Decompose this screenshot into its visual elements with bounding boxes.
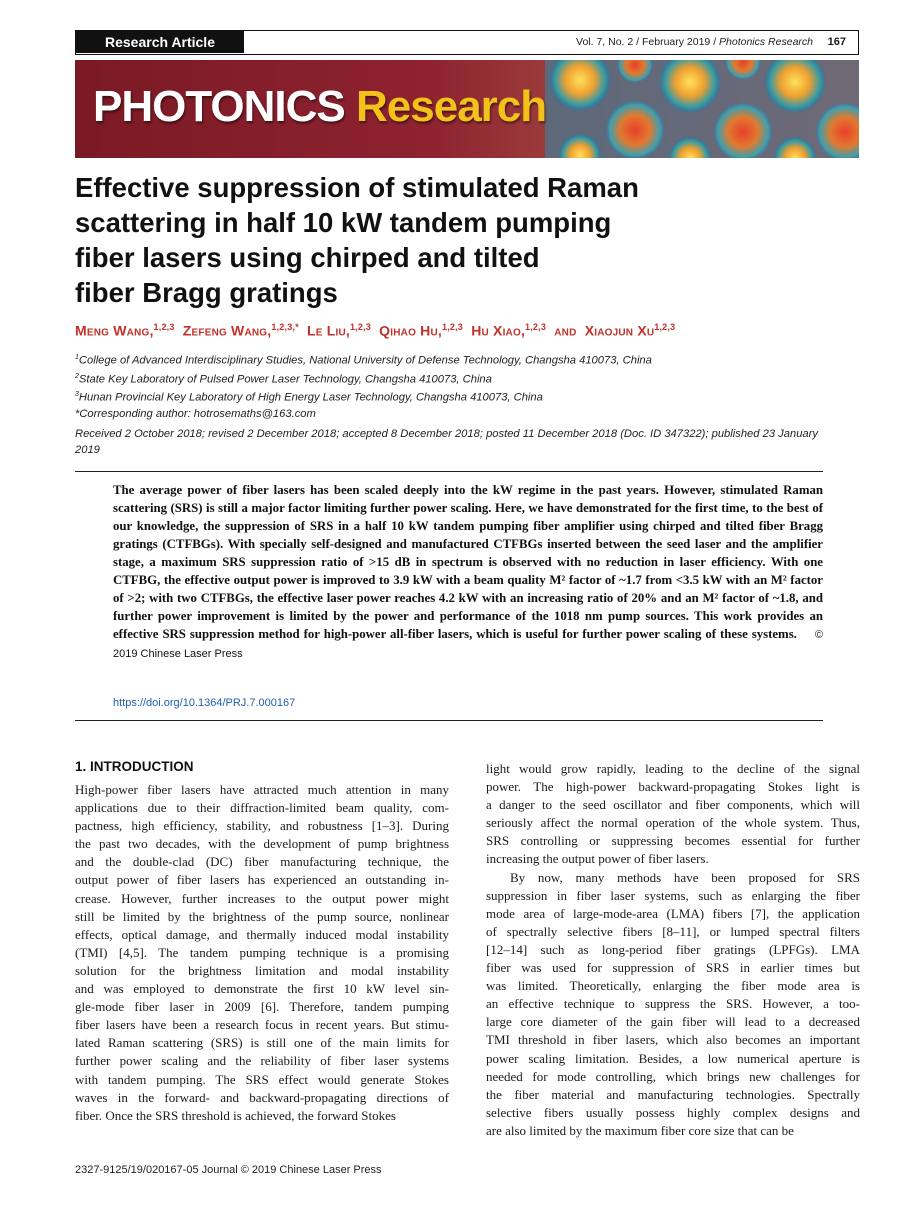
text-line: seriously affect the normal operation of the whole system. Thus,	[486, 815, 860, 831]
text-line: power scaling limitation. Besides, a low numerical aperture is	[486, 1050, 860, 1066]
text-line: further power scaling and the reliability of fiber laser systems	[75, 1053, 449, 1069]
journal-banner	[75, 60, 859, 158]
text-line: of spectrally selective fibers [8–11], or lumped spectral filters	[486, 923, 860, 939]
affiliation-text: College of Advanced Interdisciplinary Studies, National University of Defense Technology, Changsha 410073, China	[78, 354, 652, 367]
text-line: High-power fiber lasers have attracted much attention in many	[75, 782, 449, 797]
logo-word-photonics: PHOTONICS	[93, 82, 345, 131]
text-line: fiber was used for suppression of SRS in earlier times but	[486, 960, 860, 976]
text-line: lated Raman scattering (SRS) is still one of the main limits for	[75, 1035, 449, 1051]
text-line: are also limited by the maximum fiber core size that can be	[486, 1122, 794, 1138]
doi-link[interactable]: https://doi.org/10.1364/PRJ.7.000167	[113, 697, 296, 709]
text-line: By now, many methods have been proposed for SRS	[510, 869, 860, 885]
text-line: mode area of large-mode-area (LMA) fibers [7], the application	[486, 905, 860, 921]
affiliation-number: 1	[75, 354, 79, 361]
author-name: Meng Wang,	[75, 322, 154, 339]
text-line: and was employed to demonstrate the first 10 kW level sin-	[75, 981, 449, 997]
body-column-right	[486, 760, 860, 1140]
author-name: Le Liu,	[307, 322, 350, 339]
section-heading: 1. INTRODUCTION	[75, 759, 194, 774]
text-line: TMI threshold in fiber lasers, which also becomes an important	[486, 1032, 860, 1048]
journal-header-bar	[75, 30, 859, 55]
issue-info-text: Vol. 7, No. 2 / February 2019 /	[576, 36, 720, 48]
title-line: fiber Bragg gratings	[75, 277, 338, 308]
author-affil: 1,2,3	[153, 322, 175, 332]
text-line: light would grow rapidly, leading to the decline of the signal	[486, 761, 860, 776]
author-name: Qihao Hu,	[379, 322, 442, 339]
text-line: fiber. Once the SRS threshold is achieved, the forward Stokes	[75, 1107, 396, 1123]
affiliation-number: 3	[75, 391, 79, 399]
text-line: SRS controlling or suppressing becomes essential for further	[486, 833, 860, 849]
body-column-left	[75, 781, 449, 1125]
text-line: applications due to their diffraction-limited beam quality, com-	[75, 800, 449, 816]
affiliation-text: State Key Laboratory of Pulsed Power Laser Technology, Changsha 410073, China	[78, 373, 492, 386]
text-line: [12–14] such as long-period fiber gratings (LPFGs). LMA	[486, 941, 860, 957]
article-type-label: Research Article	[76, 31, 244, 53]
author-affil: 1,2,3	[441, 322, 464, 332]
text-line: crease. However, further increases to the output power might	[75, 890, 449, 906]
issue-info	[576, 31, 813, 53]
text-line: increasing the output power of fiber lasers.	[486, 851, 709, 867]
author-list	[75, 322, 865, 339]
author-name: Xiaojun Xu	[584, 322, 655, 339]
publication-dates: Received 2 October 2018; revised 2 December 2018; accepted 8 December 2018; posted 11 December 2018 (Doc. ID 347322); published 23 January 2019	[75, 428, 818, 456]
affiliation	[75, 350, 652, 369]
text-line: an effective technique to suppress the SRS. However, a too-	[486, 996, 860, 1012]
text-line: solution for the brightness limitation and modal instability	[75, 962, 449, 978]
affiliation	[75, 387, 652, 406]
text-line: fiber lasers have been a research focus in recent years. But stimu-	[75, 1017, 449, 1033]
text-line: the past two decades, with the development of pump brightness	[75, 836, 449, 852]
journal-logo	[93, 82, 546, 132]
author-name: Zefeng Wang,	[182, 322, 272, 339]
logo-word-research: Research	[356, 82, 547, 131]
journal-name: Photonics Research	[719, 36, 813, 48]
text-line: with tandem pumping. The SRS effect would generate Stokes	[75, 1071, 449, 1087]
article-title	[75, 170, 795, 310]
affiliation	[75, 369, 652, 388]
affiliations	[75, 350, 652, 422]
divider	[75, 471, 823, 472]
affiliation-number: 2	[75, 372, 79, 380]
text-line: a danger to the seed oscillator and fiber components, which will	[486, 797, 860, 813]
text-line: (TMI) [4,5]. The tandem pumping technique is a promising	[75, 944, 449, 960]
text-line: pactness, high efficiency, stability, and robustness [1–3]. During	[75, 818, 449, 834]
affiliation-text: Hunan Provincial Key Laboratory of High Energy Laser Technology, Changsha 410073, China	[78, 392, 543, 405]
text-line: power. The high-power backward-propagating Stokes light is	[486, 779, 860, 795]
text-line: needed for mode controlling, which brings new challenges for	[486, 1068, 860, 1084]
text-line: effects, optical damage, and thermally induced modal instability	[75, 926, 449, 942]
author-affil: 1,2,3,*	[271, 322, 299, 332]
author-affil: 1,2,3	[525, 322, 547, 332]
text-line: suppression in fiber laser systems, such as enlarging the fiber	[486, 887, 860, 903]
title-line: fiber lasers using chirped and tilted	[75, 242, 540, 273]
corresponding-author: *Corresponding author: hotrosemaths@163.com	[75, 408, 316, 421]
title-line: Effective suppression of stimulated Raman	[75, 172, 639, 203]
text-line: output power of fiber lasers has experienced an outstanding in-	[75, 872, 449, 888]
text-line: and the double-clad (DC) fiber manufacturing technique, the	[75, 854, 449, 870]
page-footer: 2327-9125/19/020167-05 Journal © 2019 Chinese Laser Press	[75, 1164, 382, 1176]
text-line: the fiber material and manufacturing technologies. Spectrally	[486, 1086, 860, 1102]
abstract	[113, 481, 823, 663]
author-name: Hu Xiao,	[471, 322, 526, 339]
text-line: selective fibers usually possess highly complex designs and	[486, 1104, 860, 1120]
page-number: 167	[827, 36, 846, 48]
text-line: gle-mode fiber laser in 2009 [6]. Therefore, tandem pumping	[75, 999, 449, 1015]
abstract-text: The average power of fiber lasers has been scaled deeply into the kW regime in the past years. However, stimulated Raman scattering (SRS) is still a major factor limiting further power scaling. Here, we have demonstrated for the first time, to the best of our knowledge, the suppression of SRS in a half 10 kW tandem pumping fiber amplifier using chirped and tilted fiber Bragg gratings (CTFBGs). With specially self-designed and manufactured CTFBGs inserted between the seed laser and the amplifier stage, a maximum SRS suppression ratio of >15 dB in spectrum is observed with no reduction in laser efficiency. With one CTFBG, the effective output power is improved to 3.9 kW with a beam quality M² factor of ~1.7 from <3.5 kW with an M² factor of >2; with two CTFBGs, the effective laser power reaches 4.2 kW with an increasing ratio of 20% and an M² factor of ~1.8, and further power improvement is limited by the power and performance of the 1018 nm pump sources. This work provides an effective SRS suppression method for high-power all-fiber lasers, which is useful for further power scaling of these systems.	[113, 483, 823, 641]
text-line: waves in the forward- and backward-propagating directions of	[75, 1089, 449, 1105]
text-line: was limited. Theoretically, enlarging the fiber mode area is	[486, 978, 860, 994]
text-line: still be limited by the brightness of the pump source, nonlinear	[75, 908, 449, 924]
author-conjunction: and	[554, 322, 577, 339]
text-line: large core diameter of the gain fiber will lead to a decreased	[486, 1014, 860, 1030]
title-line: scattering in half 10 kW tandem pumping	[75, 207, 612, 238]
author-affil: 1,2,3	[654, 322, 676, 332]
author-affil: 1,2,3	[349, 322, 371, 332]
divider	[75, 720, 823, 721]
copyright: © 2019 Chinese Laser Press	[113, 629, 823, 660]
